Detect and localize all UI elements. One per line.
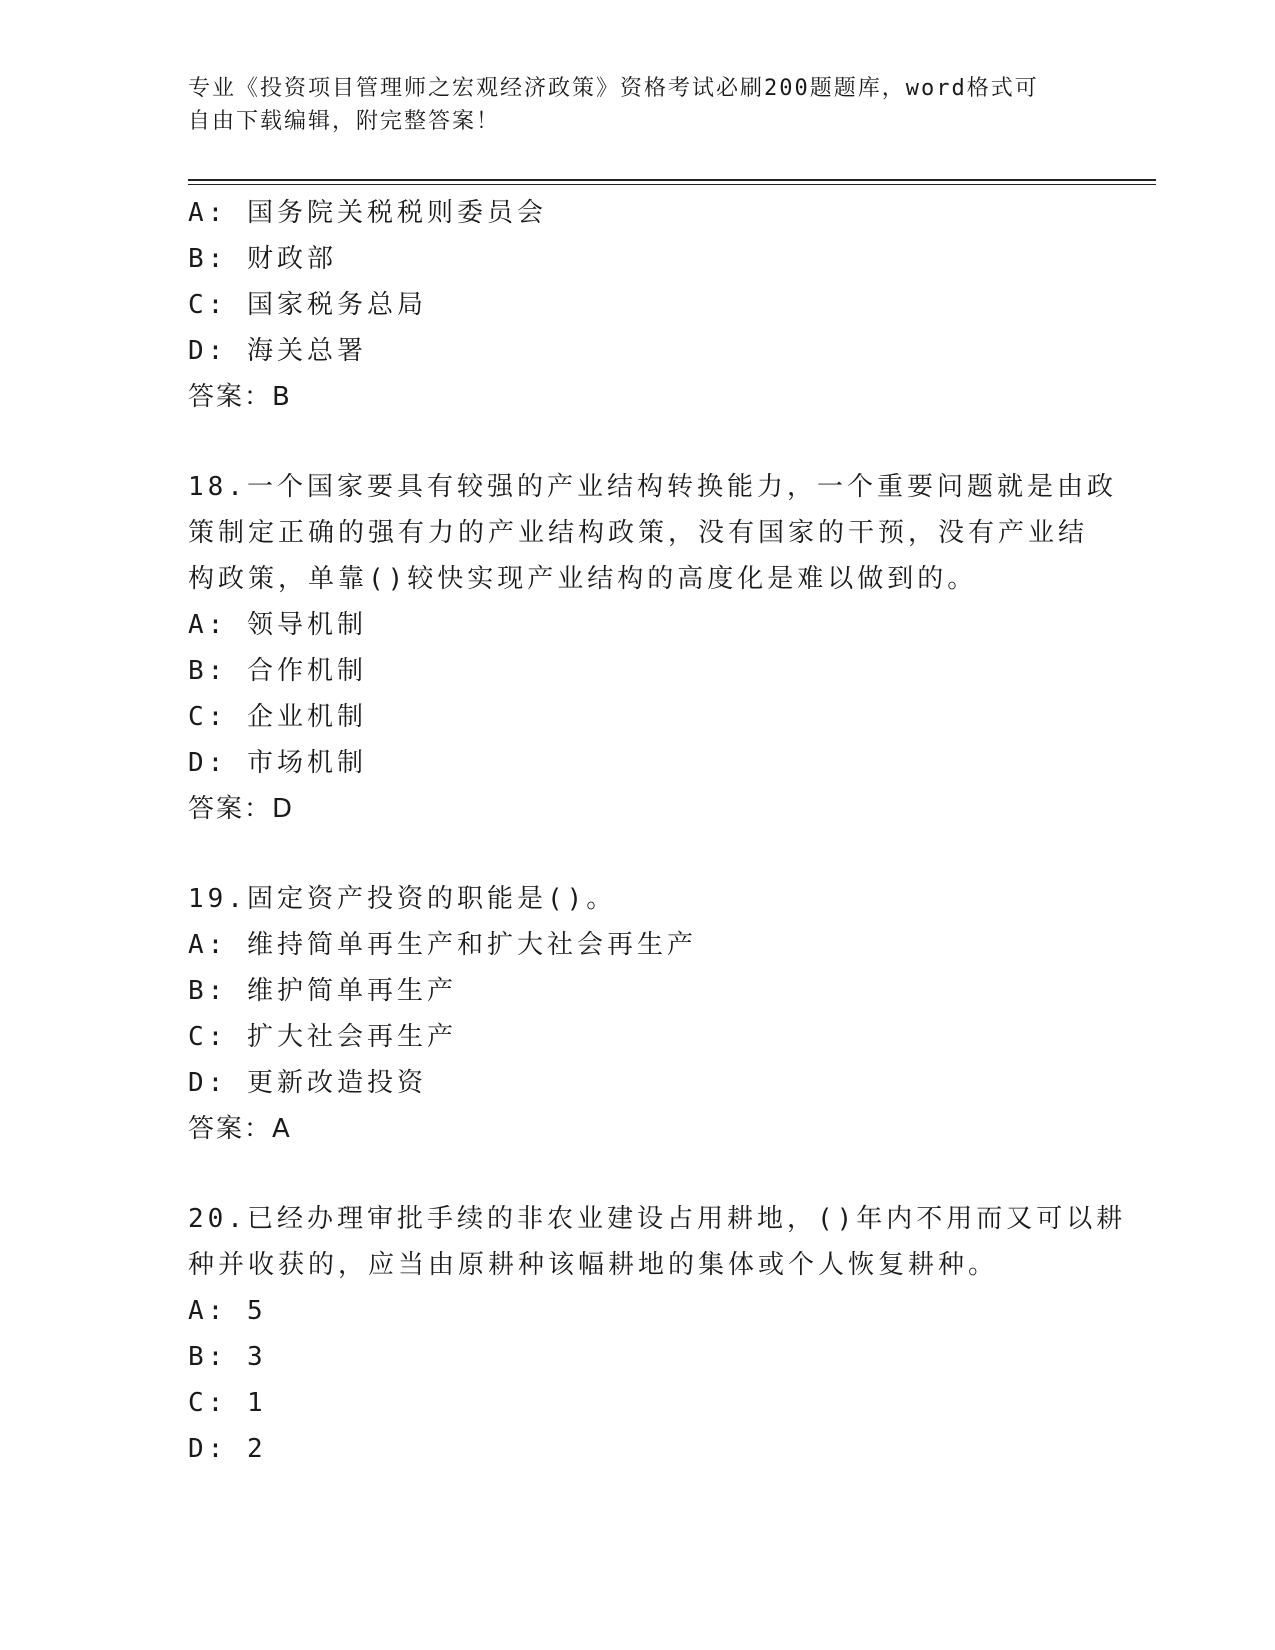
option-b: B: 维护简单再生产 <box>188 976 457 1006</box>
header-divider-thin <box>188 184 1156 185</box>
question-stem-line: 18.一个国家要具有较强的产业结构转换能力，一个重要问题就是由政 <box>188 472 1117 502</box>
option-c: C: 企业机制 <box>188 702 367 732</box>
document-header <box>188 72 1088 138</box>
answer-line: 答案：A <box>188 1114 292 1144</box>
option-c: C: 1 <box>188 1388 267 1418</box>
answer-line: 答案：B <box>188 382 292 412</box>
option-a: A: 国务院关税税则委员会 <box>188 198 547 228</box>
option-a: A: 领导机制 <box>188 610 367 640</box>
option-b: B: 3 <box>188 1342 267 1372</box>
question-19 <box>188 876 1088 1152</box>
option-c: C: 国家税务总局 <box>188 290 427 320</box>
question-list <box>188 190 1127 1472</box>
option-d: D: 海关总署 <box>188 336 367 366</box>
option-d: D: 市场机制 <box>188 748 367 778</box>
answer-line: 答案：D <box>188 794 295 824</box>
question-stem-line: 种并收获的，应当由原耕种该幅耕地的集体或个人恢复耕种。 <box>188 1250 999 1280</box>
header-title-line-2: 自由下载编辑，附完整答案！ <box>188 109 501 134</box>
question-17 <box>188 190 1088 420</box>
option-a: A: 5 <box>188 1296 267 1326</box>
question-stem-line: 策制定正确的强有力的产业结构政策，没有国家的干预，没有产业结 <box>188 518 1089 548</box>
option-b: B: 财政部 <box>188 244 337 274</box>
option-a: A: 维持简单再生产和扩大社会再生产 <box>188 930 697 960</box>
option-c: C: 扩大社会再生产 <box>188 1022 457 1052</box>
option-d: D: 2 <box>188 1434 267 1464</box>
question-stem-line: 20.已经办理审批手续的非农业建设占用耕地，()年内不用而又可以耕 <box>188 1204 1127 1234</box>
option-b: B: 合作机制 <box>188 656 367 686</box>
question-20 <box>188 1196 1127 1472</box>
option-d: D: 更新改造投资 <box>188 1068 427 1098</box>
header-title-line-1: 专业《投资项目管理师之宏观经济政策》资格考试必刷200题题库，word格式可 <box>188 76 1039 101</box>
header-divider <box>188 179 1156 181</box>
question-stem-line: 19.固定资产投资的职能是()。 <box>188 884 617 914</box>
question-stem-line: 构政策，单靠()较快实现产业结构的高度化是难以做到的。 <box>188 564 978 594</box>
question-18 <box>188 464 1117 832</box>
